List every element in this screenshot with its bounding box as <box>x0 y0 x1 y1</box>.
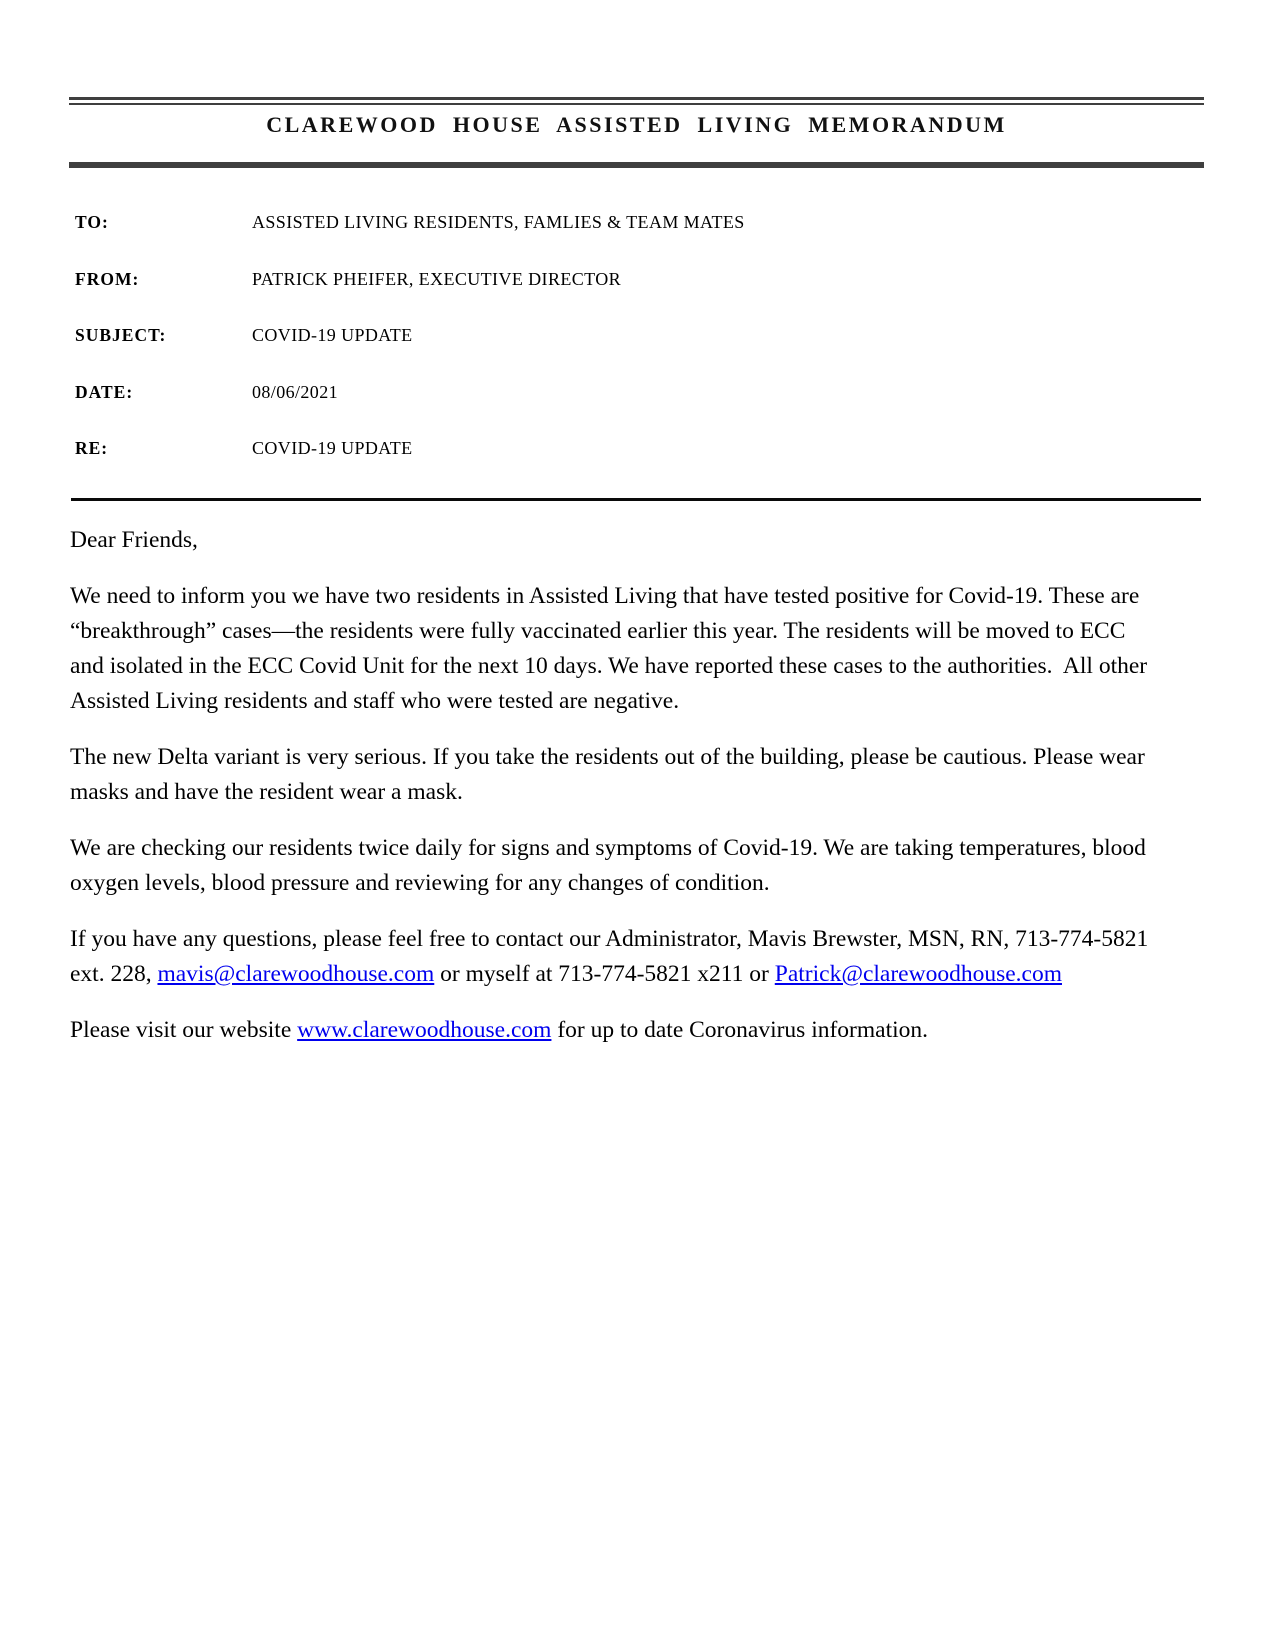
header-top-rule <box>69 97 1204 100</box>
text-segment: If you have any questions, please feel free to contact our Administrator, Mavis Brewster, MSN, RN, 713-774-5821 ext. 228, <box>70 926 1155 987</box>
text-segment: or myself at 713-774-5821 x211 or <box>434 961 775 987</box>
hyperlink[interactable]: www.clarewoodhouse.com <box>297 1017 552 1043</box>
body-paragraph <box>70 1013 1155 1048</box>
text-segment: We need to inform you we have two residents in Assisted Living that have tested positive for Covid-19. These are “breakthrough” cases—the residents were fully vaccinated earlier this year. The residents will be moved to ECC and isolated in the ECC Covid Unit for the next 10 days. We have reported these cases to the authorities. All other Assisted Living residents and staff who were tested are negative. <box>70 583 1152 714</box>
memo-body <box>70 523 1155 1069</box>
body-paragraph <box>70 740 1155 810</box>
memo-field-row <box>75 325 1175 382</box>
memo-field-label: DATE: <box>75 381 134 402</box>
text-segment: for up to date Coronavirus information. <box>551 1017 929 1043</box>
text-segment: Please visit our website <box>70 1017 298 1043</box>
memo-field-value: COVID-19 UPDATE <box>252 325 413 345</box>
text-segment: We are checking our residents twice daily for signs and symptoms of Covid-19. We are taking temperatures, blood oxygen levels, blood pressure and reviewing for any changes of condition. <box>70 835 1152 896</box>
header-top-rule-thin <box>69 103 1204 105</box>
salutation: Dear Friends, <box>70 527 198 553</box>
body-paragraph <box>70 831 1155 901</box>
body-paragraph <box>70 922 1155 992</box>
header-separator-rule <box>71 498 1201 501</box>
hyperlink[interactable]: Patrick@clarewoodhouse.com <box>774 961 1062 987</box>
memo-field-label: FROM: <box>75 268 140 289</box>
memo-field-label: SUBJECT: <box>75 325 167 345</box>
memo-header-fields <box>75 212 1175 495</box>
memo-field-label: RE: <box>75 438 109 458</box>
memo-field-row <box>75 212 1175 269</box>
memo-field-row <box>75 382 1175 439</box>
header-bottom-rule <box>69 162 1204 168</box>
hyperlink[interactable]: mavis@clarewoodhouse.com <box>157 961 435 987</box>
memo-field-value: COVID-19 UPDATE <box>252 438 413 458</box>
memo-field-row <box>75 269 1175 326</box>
memo-field-value: PATRICK PHEIFER, EXECUTIVE DIRECTOR <box>252 268 622 289</box>
memo-title: CLAREWOOD HOUSE ASSISTED LIVING MEMORANDUM <box>266 112 1007 137</box>
memo-field-row <box>75 438 1175 495</box>
memo-field-value: ASSISTED LIVING RESIDENTS, FAMLIES & TEAM MATES <box>252 212 745 232</box>
text-segment: The new Delta variant is very serious. If you take the residents out of the building, please be cautious. Please wear masks and have the resident wear a mask. <box>70 744 1151 805</box>
body-paragraphs <box>70 579 1155 1048</box>
body-paragraph <box>70 579 1155 719</box>
memo-field-label: TO: <box>75 212 109 232</box>
memo-field-value: 08/06/2021 <box>252 381 339 402</box>
